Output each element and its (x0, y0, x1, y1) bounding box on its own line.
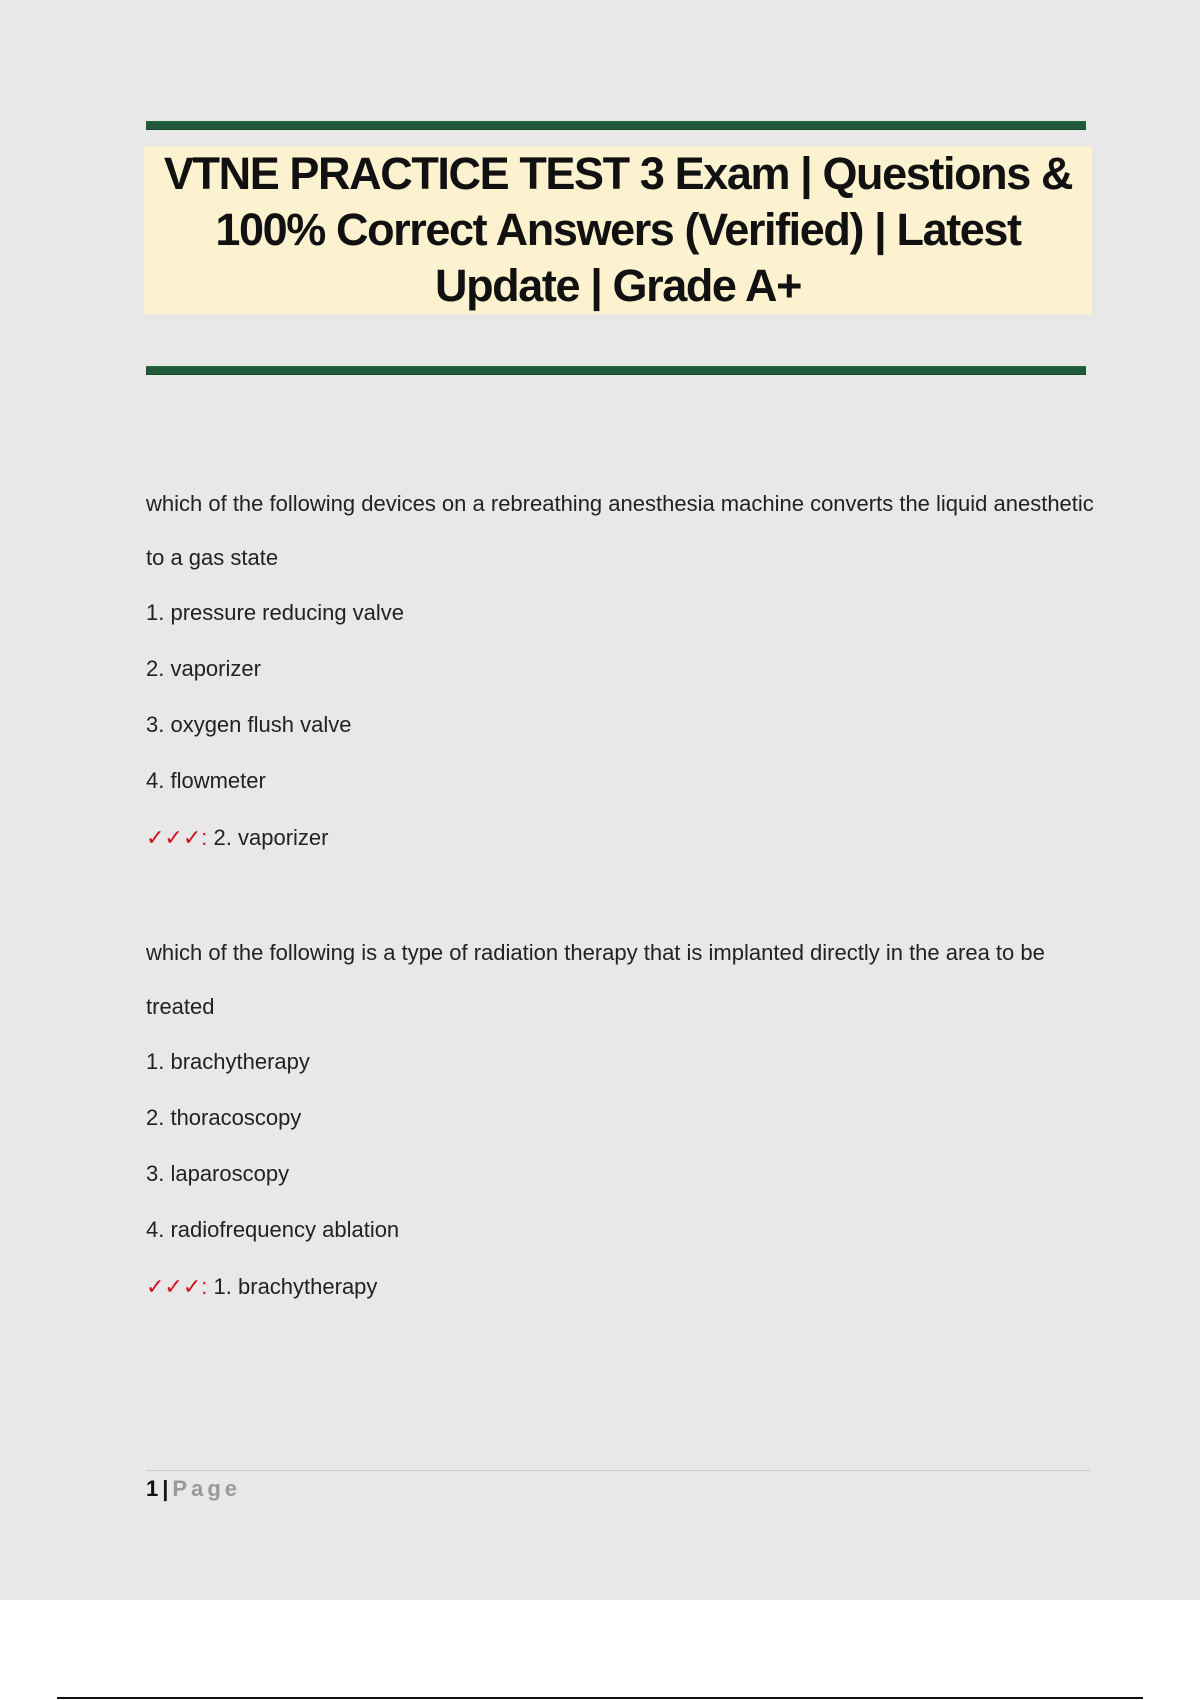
correct-answer (146, 1258, 1096, 1316)
header-rule-bottom (146, 366, 1086, 375)
bottom-divider (57, 1697, 1143, 1699)
checkmark-icon: ✓✓✓: (146, 1274, 208, 1299)
question-text: which of the following is a type of radiation therapy that is implanted directly in the area to be treated (146, 940, 1045, 1019)
footer-divider (146, 1470, 1090, 1471)
question-list (146, 477, 1096, 1375)
question-text: which of the following devices on a rebreathing anesthesia machine converts the liquid anesthetic to a gas state (146, 491, 1094, 570)
answer-option: 2. vaporizer (146, 656, 261, 681)
document-title: VTNE PRACTICE TEST 3 Exam | Questions & 100% Correct Answers (Verified) | Latest Update | Grade A+ (163, 148, 1073, 311)
answer-option: 4. radiofrequency ablation (146, 1217, 400, 1242)
title-banner (144, 146, 1092, 314)
answer-option: 1. pressure reducing valve (146, 600, 405, 625)
question-block (146, 926, 1096, 1316)
answer-option: 3. oxygen flush valve (146, 712, 352, 737)
footer-separator: | (162, 1476, 169, 1501)
question-block (146, 477, 1096, 867)
correct-answer (146, 809, 1096, 867)
page-footer (146, 1474, 241, 1504)
answer-option: 2. thoracoscopy (146, 1105, 302, 1130)
answer-option: 3. laparoscopy (146, 1161, 290, 1186)
correct-answer-text: 2. vaporizer (213, 825, 329, 850)
correct-answer-text: 1. brachytherapy (213, 1274, 378, 1299)
header-rule-top (146, 121, 1086, 130)
answer-option: 4. flowmeter (146, 768, 266, 793)
page-number: 1 (146, 1476, 159, 1501)
page-label: Page (172, 1476, 241, 1501)
checkmark-icon: ✓✓✓: (146, 825, 208, 850)
answer-option: 1. brachytherapy (146, 1049, 310, 1074)
